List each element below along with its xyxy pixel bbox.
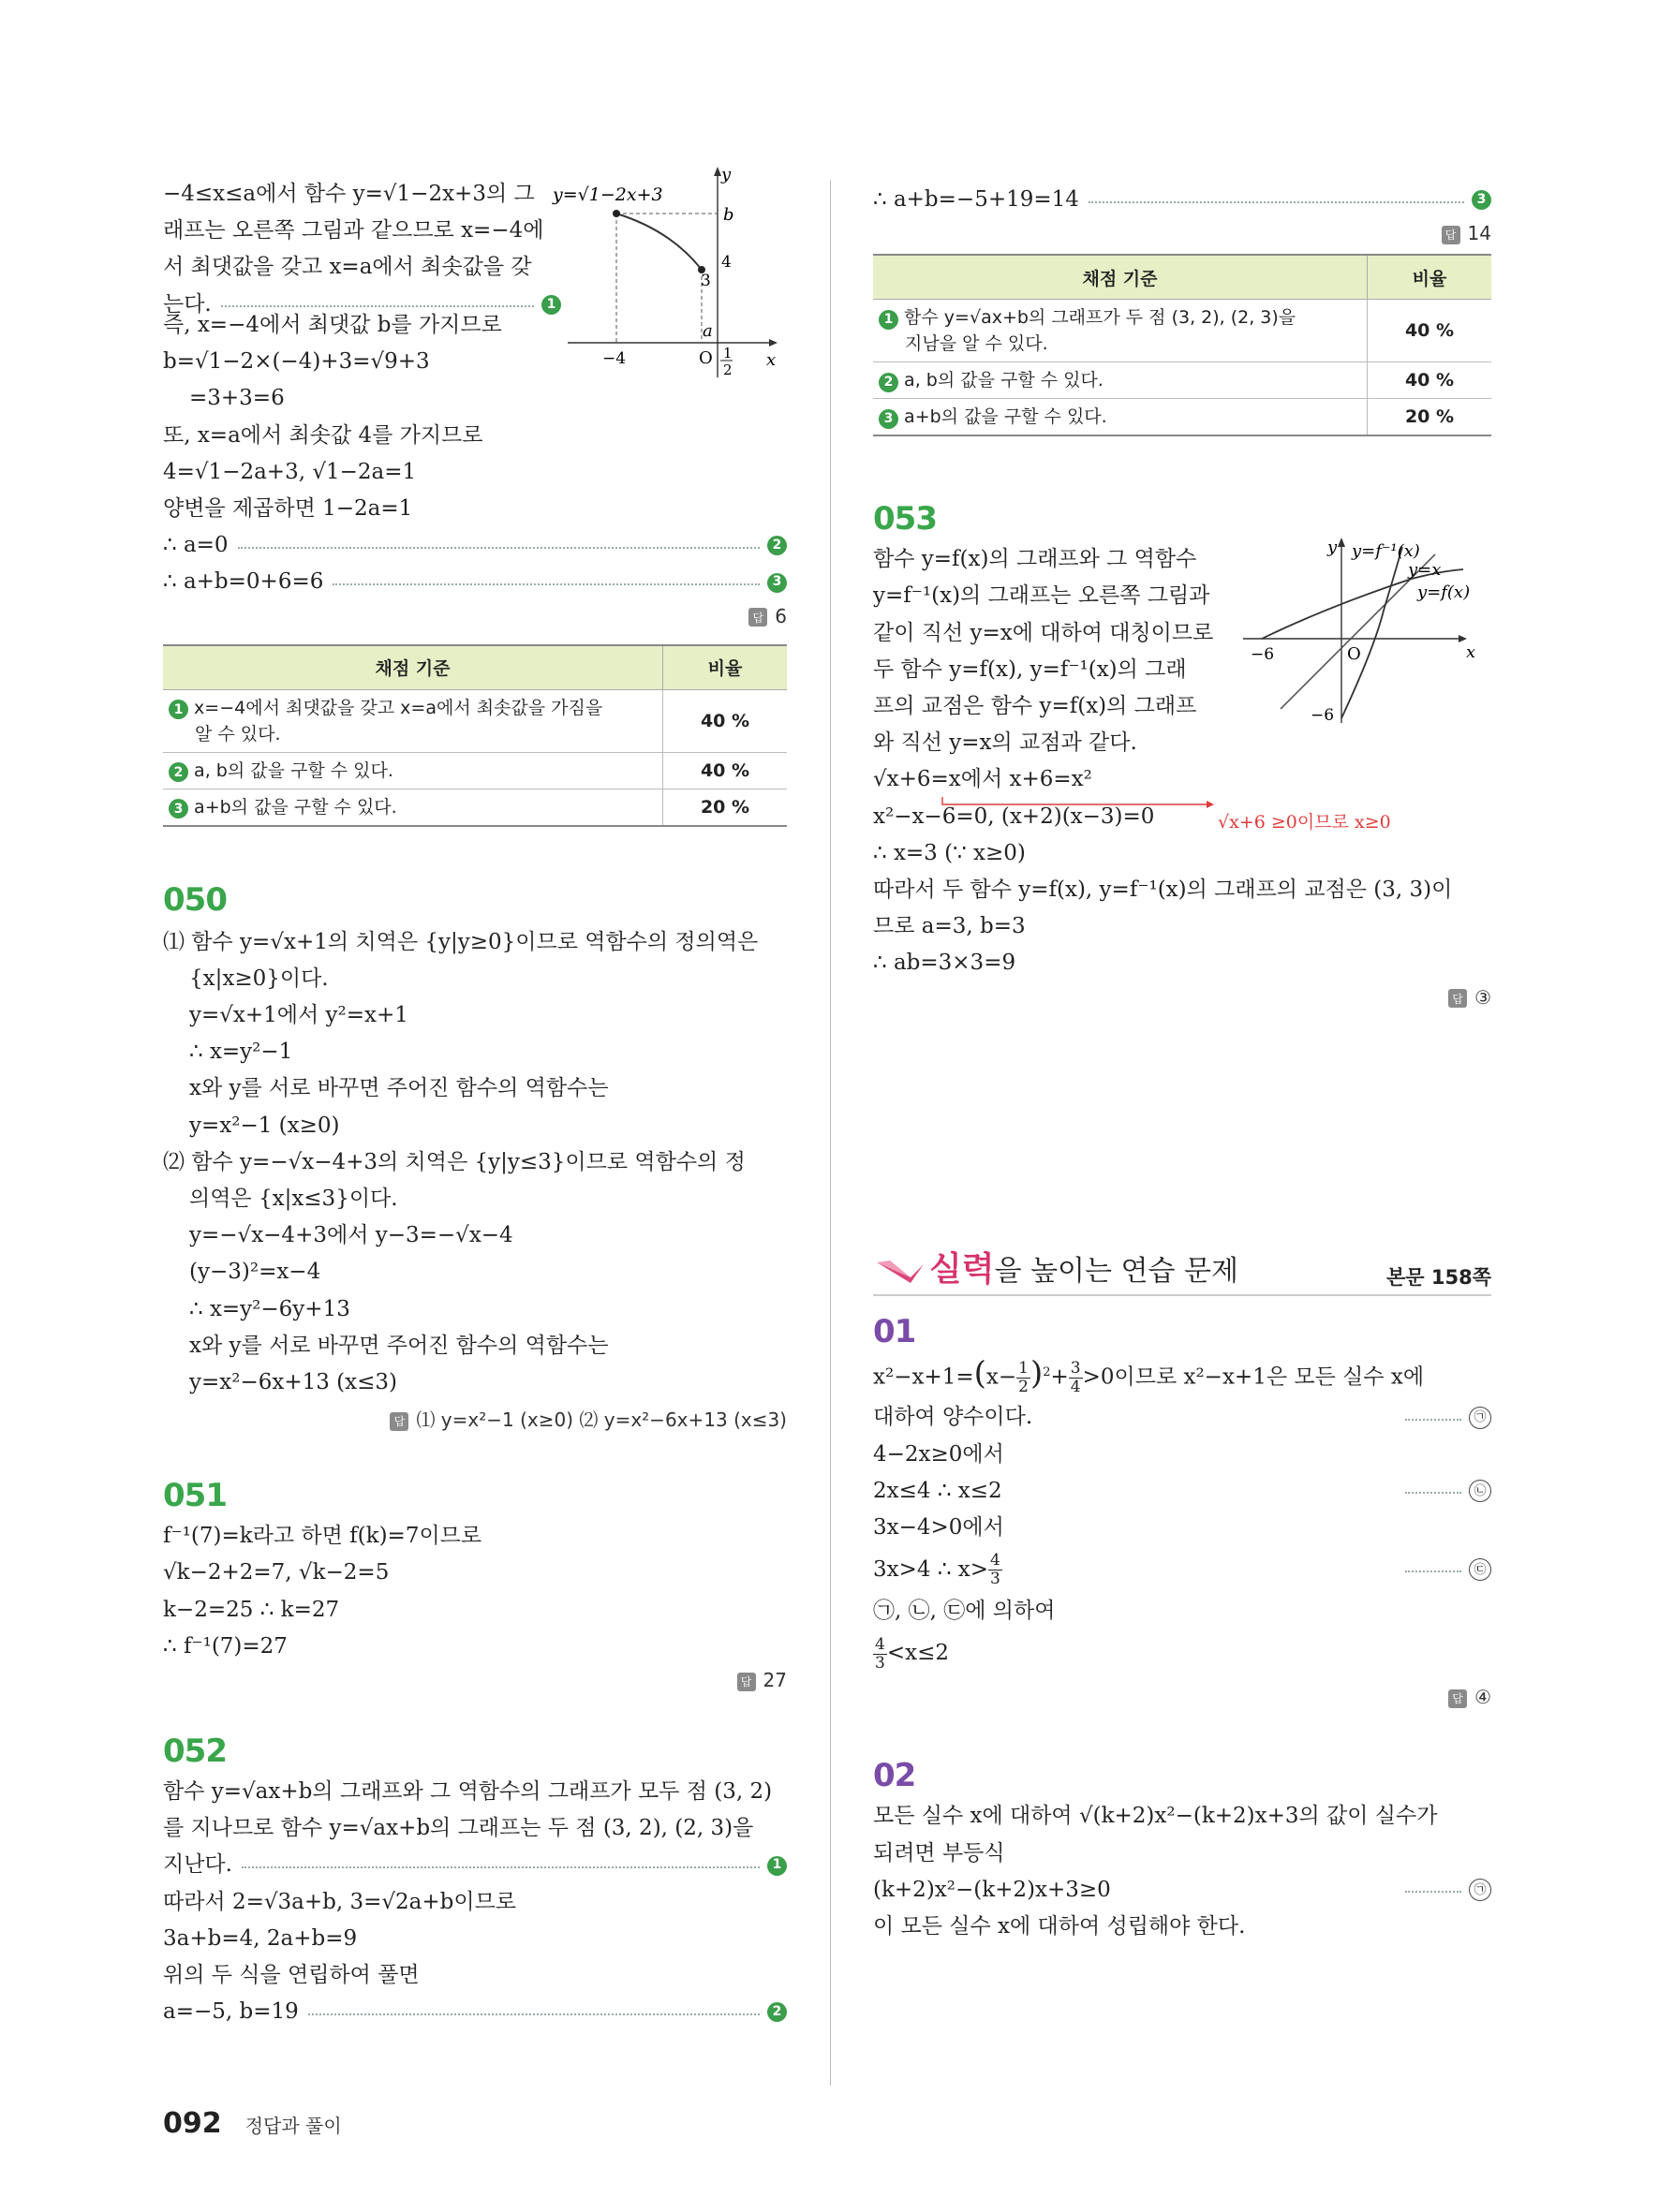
svg-text:1: 1	[723, 345, 733, 361]
table-row: 1 함수 y=√ax+b의 그래프가 두 점 (3, 2), (2, 3)을 지남을 알 수 있다. 40 %	[873, 300, 1491, 362]
circled-marker: ㉢	[1469, 1558, 1491, 1581]
svg-text:y=x: y=x	[1408, 560, 1442, 581]
problem-number: 050	[163, 880, 227, 919]
circled-marker: ㉠	[1469, 1879, 1491, 1901]
step-line: =3+3=6	[189, 386, 285, 411]
p050-body: ⑴ 함수 y=√x+1의 치역은 {y|y≥0}이므로 역함수의 정의역은 {x|x≥0}이다. y=√x+1에서 y²=x+1 ∴ x=y²−1 x와 y를 서로 바꾸면 주어진 함수의 역함수는 y=x²−1 (x≥0) ⑵ 함수 y=−√x−4+3의 치역은 {y|y≤3}이므로 역함수의 정 의역은 {x|x≤3}이다. y=−√x−4+3에서 y−3=−√x−4 (y−3)²=x−4 ∴ x=y²−6y+13 x와 y를 서로 바꾸면 주어진 함수의 역함수는 y=x²−6x+13 (x≤3) 답 ⑴ y=x²−1 (x≥0) ⑵ y=x²−6x+13 (x≤3)	[163, 929, 787, 1432]
step-line: ∴ a+b=0+6=6 3	[163, 564, 787, 600]
q02-body: 모든 실수 x에 대하여 √(k+2)x²−(k+2)x+3의 값이 실수가 되려면 부등식 (k+2)x²−(k+2)x+3≥0 ㉠ 이 모든 실수 x에 대하여 성립해야 한다.	[873, 1798, 1491, 1945]
svg-text:y: y	[721, 165, 732, 184]
answer-icon: 답	[1448, 989, 1467, 1008]
step-line: ∴ a=0 2	[163, 527, 787, 564]
right-column	[873, 182, 1491, 1945]
answer-icon: 답	[748, 608, 767, 627]
intro-line: 서 최댓값을 갖고 x=a에서 최솟값을 갖	[163, 255, 532, 280]
problem-number: 052	[163, 1733, 227, 1771]
grading-table: 채점 기준 비율 1 x=−4에서 최댓값을 갖고 x=a에서 최솟값을 가짐을 알 수 있다. 40 % 2 a, b의 값을 구할 수 있다. 40 % 3 a+b의 값을 구할 수 있다. 20 %	[163, 644, 787, 827]
answer: 답 6	[163, 605, 787, 627]
problem-number: 01	[873, 1312, 916, 1350]
table-row: 3 a+b의 값을 구할 수 있다. 20 %	[163, 789, 787, 826]
problem-number: 051	[163, 1477, 227, 1515]
graph-inverse	[1243, 536, 1505, 732]
problem-number: 053	[873, 500, 937, 538]
svg-text:a: a	[703, 321, 713, 341]
p051-body: f⁻¹(7)=k라고 하면 f(k)=7이므로 √k−2+2=7, √k−2=5 k−2=25 ∴ k=27 ∴ f⁻¹(7)=27 답 27	[163, 1524, 787, 1692]
svg-text:4: 4	[721, 253, 732, 272]
svg-text:O: O	[699, 348, 713, 368]
table-row: 2 a, b의 값을 구할 수 있다. 40 %	[873, 362, 1491, 399]
intro-line: 는다. 1	[163, 287, 561, 323]
step-marker: 3	[767, 573, 787, 593]
answer-icon: 답	[390, 1412, 408, 1431]
p052-body: 함수 y=√ax+b의 그래프와 그 역함수의 그래프가 모두 점 (3, 2) 를 지나므로 함수 y=√ax+b의 그래프는 두 점 (3, 2), (2, 3)을 지난다. 1 따라서 2=√3a+b, 3=√2a+b이므로 3a+b=4, 2a+b=9 위의 두 식을 연립하여 풀면 a=−5, b=19 2	[163, 1774, 787, 2030]
factor-line: x²−x−6=0, (x+2)(x−3)=0 √x+6 ≥0이므로 x≥0	[873, 799, 1491, 835]
answer: 답 27	[163, 1669, 787, 1691]
step-line: 4=√1−2a+3, √1−2a=1	[163, 459, 417, 484]
note-arrow	[939, 795, 1220, 814]
step-line: 양변을 제곱하면 1−2a=1	[163, 496, 413, 522]
answer: 답 ④	[873, 1686, 1491, 1708]
side-note: √x+6 ≥0이므로 x≥0	[1218, 811, 1391, 833]
answer: 답 14	[873, 222, 1491, 244]
step-line: ∴ a+b=−5+19=14 3	[873, 182, 1491, 218]
answer: 답 ③	[873, 986, 1491, 1009]
page-footer	[163, 2107, 342, 2140]
answer-icon: 답	[1448, 1689, 1467, 1708]
svg-text:−6: −6	[1251, 645, 1275, 665]
table-row: 3 a+b의 값을 구할 수 있다. 20 %	[873, 399, 1491, 436]
svg-text:−4: −4	[602, 349, 627, 368]
q01-body: x²−x+1=(x− $\frac{1}{2}$ )$^2$+ $\frac{3}{4}$ >0이므로 x²−x+1은 모든 실수 x에 대하여 양수이다. ㉠ 4−2x≥0에서 2x≤4 ∴ x≤2 ㉡ 3x−4>0에서 3x>4 ∴ x> $\frac{4}{3}$ ㉢ ㉠, ㉡, ㉢에 의하여 $\frac{4}{3}$ <x≤2 답 ④	[873, 1354, 1491, 1709]
banner-title: 실력을 높이는 연습 문제	[873, 1243, 1238, 1290]
grading-table: 채점 기준 비율 1 함수 y=√ax+b의 그래프가 두 점 (3, 2), (2, 3)을 지남을 알 수 있다. 40 % 2 a, b의 값을 구할 수 있다. 40 % 3 a+b의 값을 구할 수 있다. 20 %	[873, 254, 1491, 436]
svg-text:y=f⁻¹(x): y=f⁻¹(x)	[1352, 541, 1420, 562]
step-marker: 1	[541, 295, 561, 315]
svg-text:y: y	[1327, 538, 1338, 558]
step-line: 즉, x=−4에서 최댓값 b를 가지므로	[163, 313, 502, 337]
graph-func-label: y=√1−2x+3	[553, 184, 663, 205]
circled-marker: ㉠	[1469, 1407, 1491, 1429]
page-reference: 본문 158쪽	[1385, 1265, 1491, 1289]
step-marker: 1	[767, 1856, 787, 1876]
column-divider	[830, 180, 831, 2086]
answer-icon: 답	[737, 1673, 756, 1691]
page-number: 092	[163, 2107, 222, 2140]
step-marker: 2	[767, 2002, 787, 2022]
svg-text:x: x	[1466, 642, 1476, 663]
svg-text:−6: −6	[1311, 706, 1335, 726]
problem-number: 02	[873, 1757, 916, 1795]
answer-icon: 답	[1442, 226, 1460, 244]
circled-marker: ㉡	[1469, 1480, 1491, 1502]
step-marker: 2	[767, 536, 787, 555]
intro-line: −4≤x≤a에서 함수 y=√1−2x+3의 그	[163, 182, 535, 206]
boomerang-icon	[873, 1255, 929, 1289]
table-row: 2 a, b의 값을 구할 수 있다. 40 %	[163, 752, 787, 789]
step-line: 또, x=a에서 최솟값 4를 가지므로	[163, 422, 483, 448]
p053-body: 함수 y=f(x)의 그래프와 그 역함수 y=f⁻¹(x)의 그래프는 오른쪽 그림과 같이 직선 y=x에 대하여 대칭이므로 두 함수 y=f(x), y=f⁻¹(x)의 그래 프의 교점은 함수 y=f(x)의 그래프 와 직선 y=x의 교점과 같다. √x+6=x에서 x+6=x² x²−x−6=0, (x+2)(x−3)=0 √x+6 ≥0이므로 x≥0 ∴ x=3 (∵ x≥0) 따라서 두 함수 y=f(x), y=f⁻¹(x)의 그래프의 교점은 (3, 3)이 므로 a=3, b=3 ∴ ab=3×3=9 답 ③ y=f⁻¹(x) y=x y=f(x) y x −6 O −6	[873, 541, 1491, 1008]
svg-text:b: b	[723, 205, 734, 225]
table-row: 1 x=−4에서 최댓값을 갖고 x=a에서 최솟값을 가짐을 알 수 있다. 40 %	[163, 689, 787, 752]
svg-text:O: O	[1347, 644, 1361, 665]
svg-text:2: 2	[723, 361, 733, 378]
svg-text:3: 3	[701, 272, 711, 290]
section-banner	[873, 1243, 1491, 1296]
footer-label: 정답과 풀이	[244, 2115, 342, 2137]
intro-line: 래프는 오른쪽 그림과 같으므로 x=−4에	[163, 218, 544, 243]
left-column	[163, 165, 787, 2031]
step-marker: 3	[1472, 190, 1491, 210]
svg-text:y=f(x): y=f(x)	[1417, 582, 1471, 603]
step-line: b=√1−2×(−4)+3=√9+3	[163, 349, 430, 375]
svg-text:x: x	[766, 350, 777, 370]
answer: 답 ⑴ y=x²−1 (x≥0) ⑵ y=x²−6x+13 (x≤3)	[163, 1405, 787, 1432]
